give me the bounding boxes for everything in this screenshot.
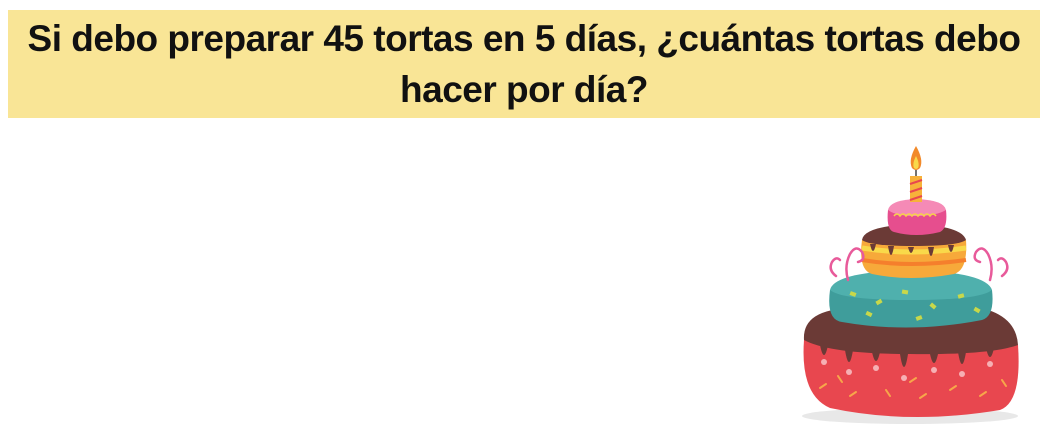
birthday-cake-icon: [790, 140, 1030, 425]
question-text: Si debo preparar 45 tortas en 5 días, ¿cuántas tortas debo hacer por día?: [27, 18, 1021, 110]
question-banner: [8, 10, 1040, 118]
